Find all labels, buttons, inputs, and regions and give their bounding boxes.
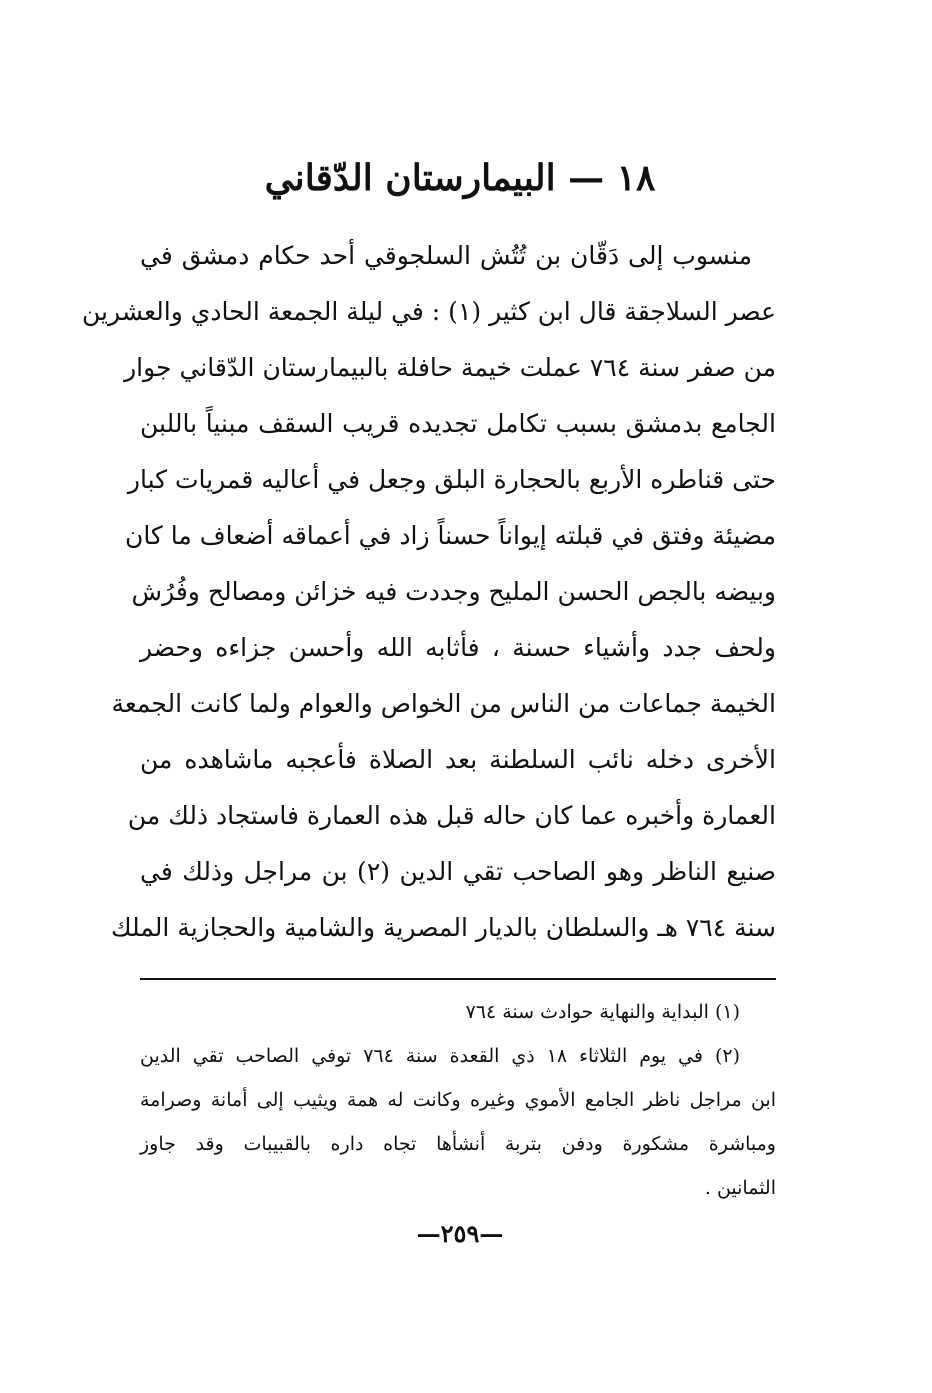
body-line: سنة ٧٦٤ هـ والسلطان بالديار المصرية والشامية والحجازية الملك — [110, 913, 776, 942]
body-line: من صفر سنة ٧٦٤ عملت خيمة حافلة بالبيمارستان الدّقاني جوار — [124, 353, 776, 382]
page-number: —٢٥٩— — [416, 1219, 504, 1248]
body-line: عصر السلاجقة قال ابن كثير (١) : في ليلة الجمعة الحادي والعشرين — [82, 297, 776, 326]
footnote-1: (١) البداية والنهاية حوادث سنة ٧٦٤ — [465, 1001, 740, 1023]
body-line: وبيضه بالجص الحسن المليح وجددت فيه خزائن ومصالح وفُرُش — [131, 577, 776, 606]
body-line: حتى قناطره الأربع بالحجارة البلق وجعل في أعاليه قمريات كبار — [127, 465, 776, 494]
body-line: منسوب إلى دَقّان بن تُتُش السلجوقي أحد حكام دمشق في — [140, 241, 752, 270]
body-line: ولحف جدد وأشياء حسنة ، فأثابه الله وأحسن جزاءه وحضر — [140, 633, 776, 662]
footnote-2-continued: ومباشرة مشكورة ودفن بتربة أنشأها تجاه داره بالقبيبات وقد جاوز — [140, 1133, 776, 1155]
body-line: الخيمة جماعات من الناس من الخواص والعوام ولما كانت الجمعة — [111, 689, 776, 718]
footnotes — [140, 990, 776, 1210]
body-line: مضيئة وفتق في قبلته إيواناً حسناً زاد في أعماقه أضعاف ما كان — [124, 521, 776, 550]
body-text — [82, 228, 776, 956]
body-line: العمارة وأخبره عما كان حاله قبل هذه العمارة فاستجاد ذلك من — [127, 801, 776, 830]
body-line: الجامع بدمشق بسبب تكامل تجديده قريب السقف مبنياً باللبن — [140, 409, 776, 438]
footnote-2-continued: ابن مراجل ناظر الجامع الأموي وغيره وكانت له همة ويثيب إلى أمانة وصرامة — [140, 1089, 776, 1111]
body-line: صنيع الناظر وهو الصاحب تقي الدين (٢) بن مراجل وذلك في — [140, 857, 776, 886]
footnote-2-continued: الثمانين . — [704, 1177, 776, 1199]
chapter-title: ١٨ — البيمارستان الدّقاني — [264, 157, 656, 199]
body-line: الأخرى دخله نائب السلطنة بعد الصلاة فأعجبه ماشاهده من — [140, 745, 776, 774]
footnote-2: (٢) في يوم الثلاثاء ١٨ ذي القعدة سنة ٧٦٤ توفي الصاحب تقي الدين — [140, 1045, 741, 1067]
footnote-separator — [140, 978, 776, 980]
